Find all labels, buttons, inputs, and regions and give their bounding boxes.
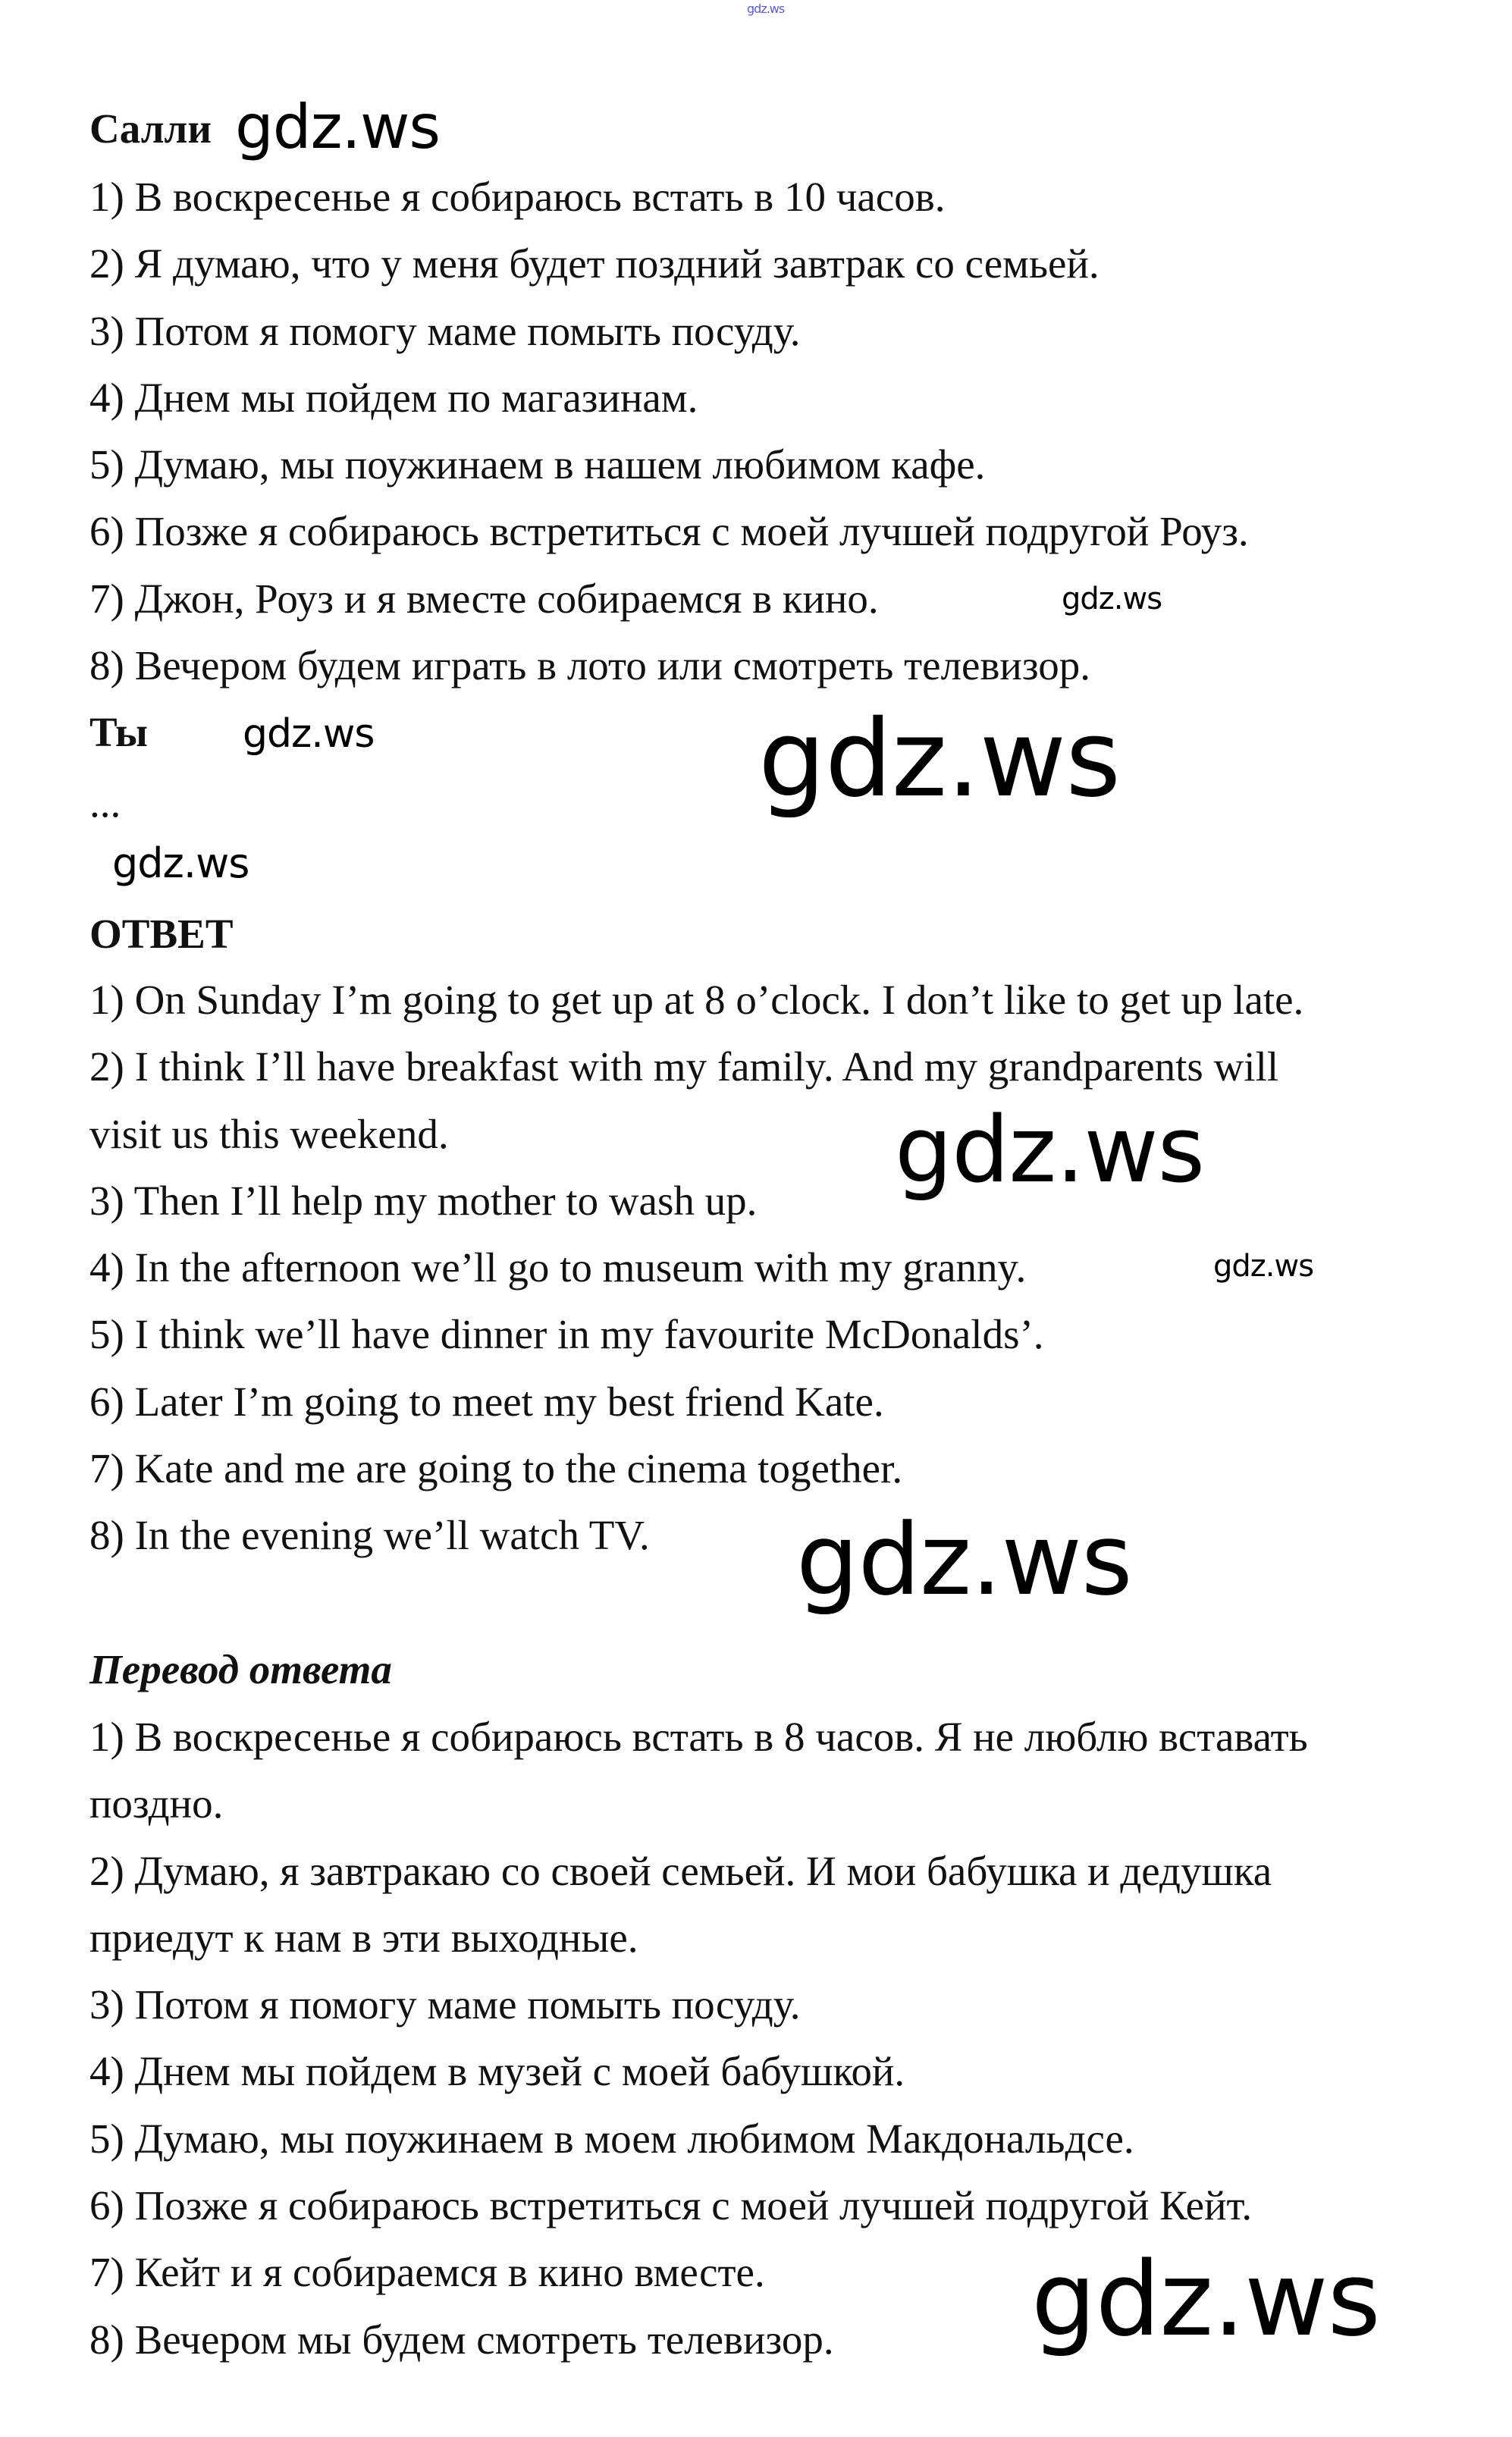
- list-item: 4) In the afternoon we’ll go to museum with my granny.: [89, 1244, 1027, 1291]
- list-item: 6) Позже я собираюсь встретиться с моей лучшей подругой Роуз.: [89, 508, 1249, 555]
- list-item: 1) В воскресенье я собираюсь встать в 8 часов. Я не люблю вставать: [89, 1714, 1308, 1760]
- list-item: 1) On Sunday I’m going to get up at 8 o’clock. I don’t like to get up late.: [89, 977, 1304, 1023]
- list-item: поздно.: [89, 1780, 224, 1827]
- list-item: 6) Later I’m going to meet my best friend Kate.: [89, 1378, 884, 1425]
- list-item: 7) Кейт и я собираемся в кино вместе.: [89, 2249, 765, 2296]
- list-item: 5) Думаю, мы поужинаем в нашем любимом кафе.: [89, 441, 986, 488]
- list-item: 2) Думаю, я завтракаю со своей семьей. И мои бабушка и дедушка: [89, 1847, 1272, 1894]
- watermark: gdz.ws: [112, 839, 249, 887]
- list-item: 2) I think I’ll have breakfast with my family. And my grandparents will: [89, 1043, 1279, 1090]
- you-placeholder: ...: [89, 779, 121, 826]
- list-item: 4) Днем мы пойдем в музей с моей бабушкой.: [89, 2048, 905, 2095]
- list-item: 8) In the evening we’ll watch TV.: [89, 1512, 650, 1559]
- list-item: 1) В воскресенье я собираюсь встать в 10 часов.: [89, 174, 946, 220]
- list-item: 8) Вечером мы будем смотреть телевизор.: [89, 2316, 834, 2363]
- list-item: 4) Днем мы пойдем по магазинам.: [89, 374, 698, 421]
- list-item: 7) Джон, Роуз и я вместе собираемся в кино.: [89, 575, 879, 622]
- list-item: 2) Я думаю, что у меня будет поздний завтрак со семьей.: [89, 240, 1099, 287]
- sally-lines: [89, 164, 1249, 699]
- watermark: gdz.ws: [895, 1098, 1205, 1203]
- sally-heading: Салли: [89, 105, 212, 152]
- list-item: приедут к нам в эти выходные.: [89, 1914, 638, 1961]
- list-item: 5) I think we’ll have dinner in my favourite McDonalds’.: [89, 1311, 1044, 1358]
- list-item: 3) Потом я помогу маме помыть посуду.: [89, 1981, 801, 2028]
- list-item: 6) Позже я собираюсь встретиться с моей лучшей подругой Кейт.: [89, 2182, 1253, 2229]
- answer-lines: [89, 967, 1303, 1570]
- watermark: gdz.ws: [1213, 1249, 1314, 1284]
- watermark-top: gdz.ws: [747, 2, 785, 16]
- watermark: gdz.ws: [1031, 2240, 1380, 2359]
- watermark: gdz.ws: [243, 711, 375, 757]
- watermark: gdz.ws: [796, 1502, 1132, 1617]
- watermark: gdz.ws: [235, 92, 441, 162]
- you-heading: Ты: [89, 709, 148, 755]
- list-item: 3) Потом я помогу маме помыть посуду.: [89, 307, 801, 354]
- watermark: gdz.ws: [1062, 582, 1162, 616]
- list-item: 3) Then I’ll help my mother to wash up.: [89, 1177, 758, 1224]
- list-item: 7) Kate and me are going to the cinema together.: [89, 1445, 903, 1492]
- answer-heading: ОТВЕТ: [89, 911, 234, 957]
- list-item: 8) Вечером будем играть в лото или смотреть телевизор.: [89, 642, 1090, 689]
- list-item: 5) Думаю, мы поужинаем в моем любимом Макдональдсе.: [89, 2115, 1134, 2162]
- translation-heading: Перевод ответа: [89, 1646, 392, 1692]
- list-item: visit us this weekend.: [89, 1110, 449, 1157]
- watermark: gdz.ws: [758, 698, 1121, 821]
